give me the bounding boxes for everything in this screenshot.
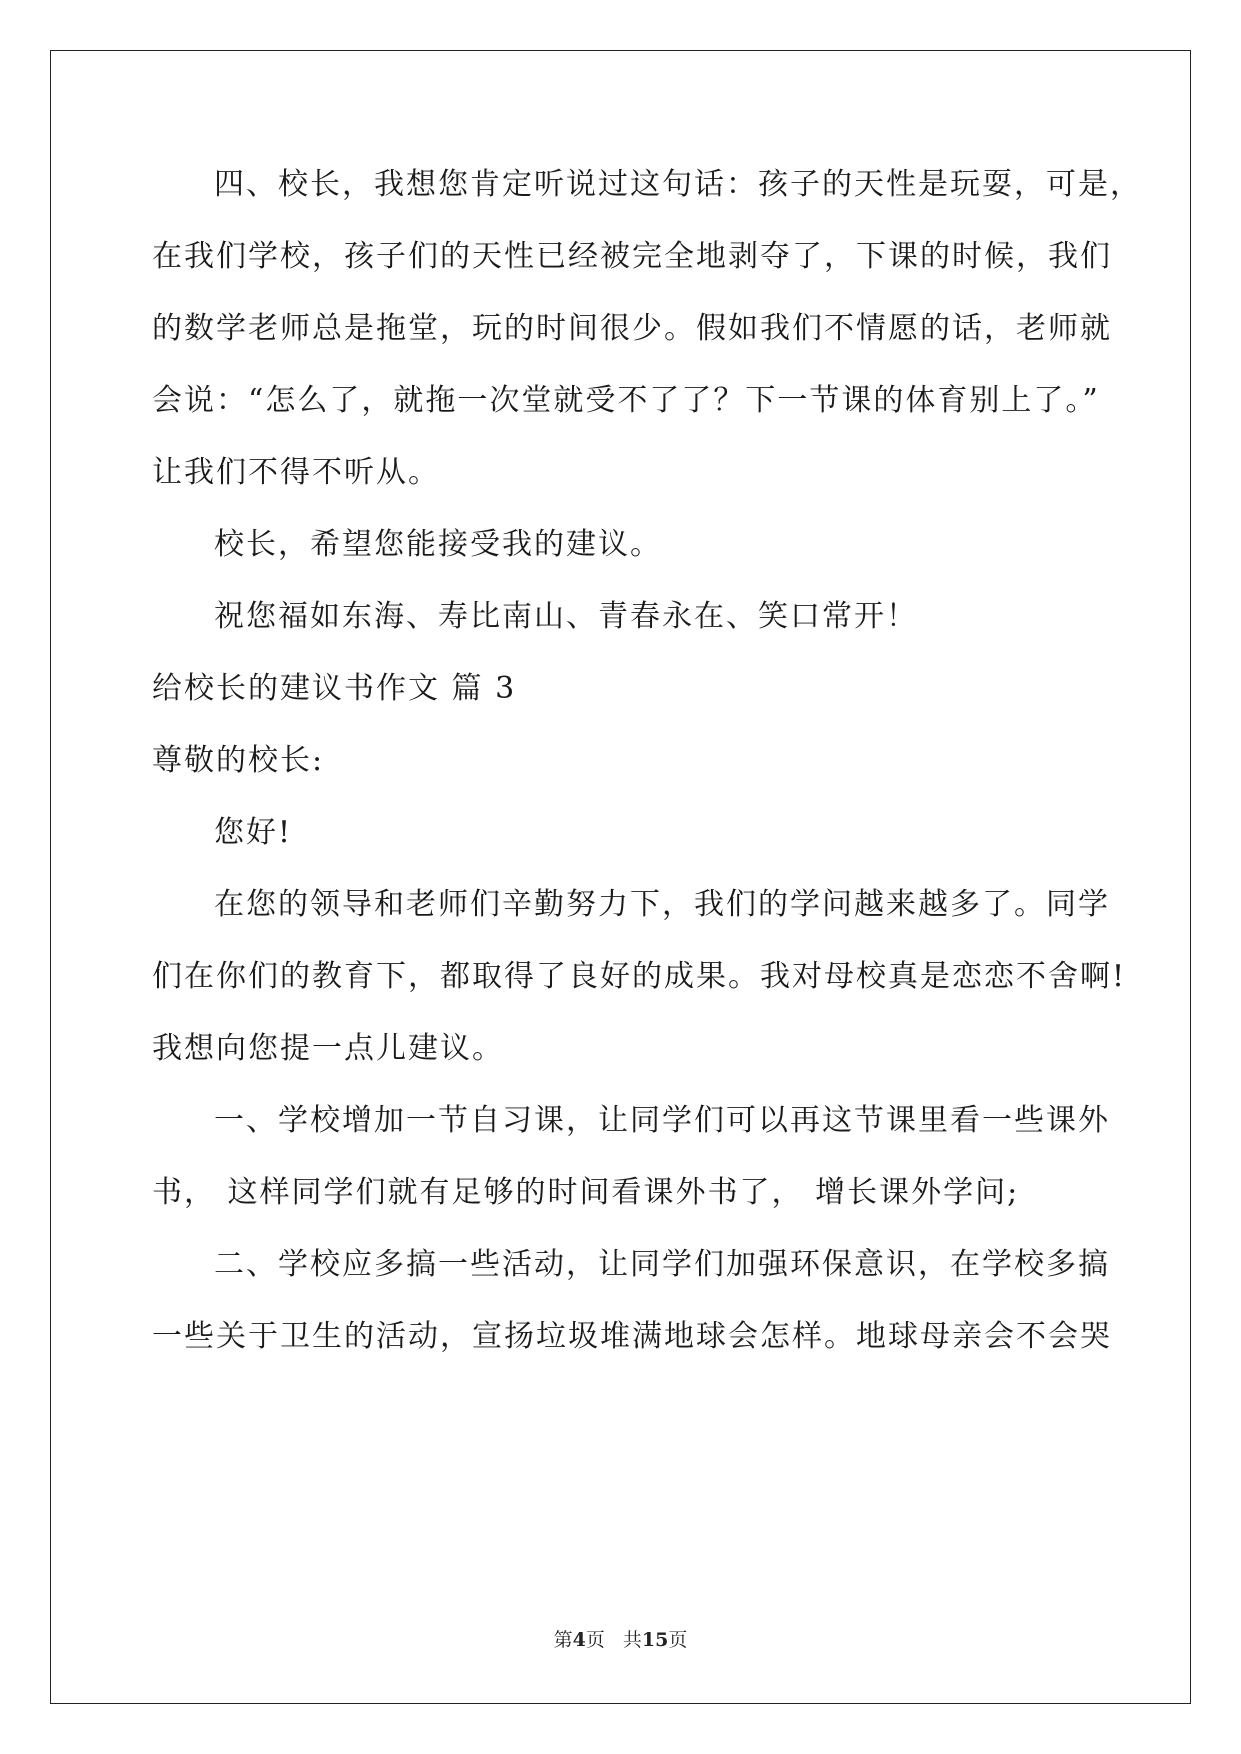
footer-total-suffix: 页 [668, 1629, 688, 1651]
page-footer [0, 1628, 1241, 1652]
greeting: 您好! [214, 815, 293, 850]
footer-total-pages: 15 [641, 1629, 669, 1651]
footer-page-suffix: 页 [585, 1629, 605, 1651]
text-line: 在您的领导和老师们辛勤努力下，我们的学问越来越多了。同学 [214, 887, 1110, 922]
footer-page-number: 4 [572, 1629, 586, 1651]
section-heading: 给校长的建议书作文 篇 3 [152, 671, 517, 706]
text-line: 一些关于卫生的活动，宣扬垃圾堆满地球会怎样。地球母亲会不会哭 [152, 1319, 1112, 1354]
text-line: 的数学老师总是拖堂，玩的时间很少。假如我们不情愿的话，老师就 [152, 311, 1112, 346]
text-line: 会说：“怎么了，就拖一次堂就受不了了？下一节课的体育别上了。” [152, 383, 1100, 418]
salutation: 尊敬的校长: [152, 743, 325, 778]
text-line: 一、学校增加一节自习课，让同学们可以再这节课里看一些课外 [214, 1103, 1110, 1138]
text-line: 祝您福如东海、寿比南山、青春永在、笑口常开！ [214, 599, 918, 634]
page-border [50, 50, 1191, 1704]
text-line: 我想向您提一点儿建议。 [152, 1031, 504, 1066]
text-line: 校长，希望您能接受我的建议。 [214, 527, 662, 562]
text-line: 让我们不得不听从。 [152, 455, 440, 490]
text-line: 书， 这样同学们就有足够的时间看课外书了， 增长课外学问; [152, 1175, 1020, 1210]
text-line: 们在你们的教育下，都取得了良好的成果。我对母校真是恋恋不舍啊! [152, 959, 1127, 994]
text-line: 二、学校应多搞一些活动，让同学们加强环保意识，在学校多搞 [214, 1247, 1110, 1282]
text-line: 四、校长，我想您肯定听说过这句话：孩子的天性是玩耍，可是， [214, 167, 1142, 202]
text-line: 在我们学校，孩子们的天性已经被完全地剥夺了，下课的时候，我们 [152, 239, 1112, 274]
footer-prefix: 第 [553, 1629, 573, 1651]
footer-total-prefix: 共 [622, 1629, 642, 1651]
